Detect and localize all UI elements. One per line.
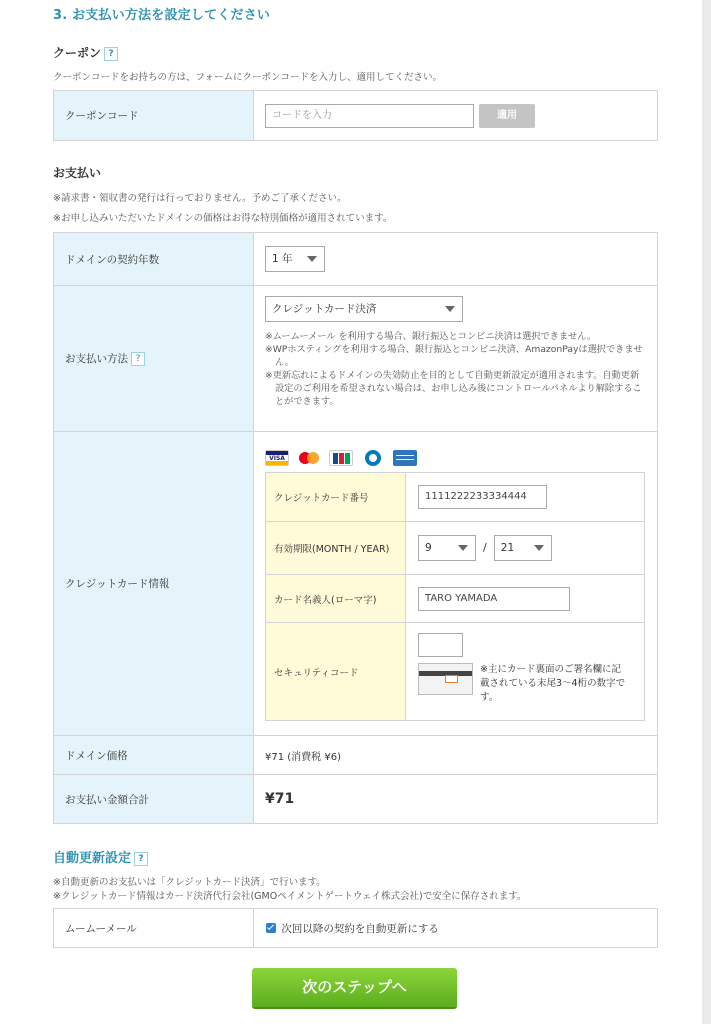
expiry-separator: / <box>483 540 487 554</box>
help-icon[interactable]: ? <box>134 852 148 866</box>
card-back-icon <box>418 663 473 695</box>
help-icon[interactable]: ? <box>104 47 118 61</box>
expiry-label: 有効期限(MONTH / YEAR) <box>266 522 406 575</box>
payment-note-1: ※請求書・領収書の発行は行っておりません。予めご了承ください。 <box>53 193 347 204</box>
payment-method-note: ※WPホスティングを利用する場合、銀行振込とコンビニ決済、AmazonPayは選択できません。 <box>265 344 643 368</box>
auto-renew-note-1: ※自動更新のお支払いは「クレジットカード決済」で行います。 <box>53 877 326 888</box>
card-holder-input[interactable]: TARO YAMADA <box>418 587 570 611</box>
contract-years-select[interactable] <box>265 246 325 272</box>
expiry-year-value: 21 <box>500 542 515 554</box>
payment-method-value: クレジットカード決済 <box>272 303 377 315</box>
payment-method-note: ※更新忘れによるドメインの失効防止を目的として自動更新設定が適用されます。自動更新設定のご利用を希望されない場合は、お申し込み後にコントロールパネルより解除することができます。 <box>265 370 642 407</box>
payment-note-2: ※お申し込みいただいたドメインの価格はお得な特別価格が適用されています。 <box>53 213 393 224</box>
mastercard-icon <box>297 450 321 466</box>
chevron-down-icon <box>458 545 468 551</box>
expiry-month-value: 9 <box>425 542 432 554</box>
apply-coupon-button[interactable]: 適用 <box>479 104 535 128</box>
total-label: お支払い金額合計 <box>54 775 254 824</box>
coupon-table <box>53 90 658 141</box>
auto-renew-checkbox[interactable] <box>266 923 276 933</box>
chevron-down-icon <box>445 306 455 312</box>
payment-method-select[interactable] <box>265 296 463 322</box>
auto-renew-note-2: ※クレジットカード情報はカード決済代行会社(GMOペイメントゲートウェイ株式会社)で安全に保存されます。 <box>53 891 527 902</box>
auto-renew-service-label: ムームーメール <box>54 909 254 948</box>
coupon-code-label: クーポンコード <box>54 91 254 141</box>
auto-renew-heading <box>53 847 148 866</box>
card-info-label: クレジットカード情報 <box>54 432 254 736</box>
expiry-month-select[interactable] <box>418 535 476 561</box>
card-holder-label: カード名義人(ローマ字) <box>266 575 406 623</box>
next-step-button[interactable]: 次のステップへ <box>252 968 457 1007</box>
payment-method-label-text: お支払い方法 <box>65 353 128 365</box>
payment-heading: お支払い <box>53 166 102 180</box>
domain-price-value: ¥71 (消費税 ¥6) <box>254 736 658 775</box>
expiry-year-select[interactable] <box>494 535 552 561</box>
security-code-note: ※主にカード裏面のご署名欄に記載されている末尾3～4桁の数字です。 <box>480 664 626 703</box>
card-details-table <box>265 472 645 721</box>
coupon-heading-text: クーポン <box>53 46 102 60</box>
card-number-input[interactable]: 1111222233334444 <box>418 485 547 509</box>
chevron-down-icon <box>534 545 544 551</box>
auto-renew-table <box>53 908 658 948</box>
payment-method-label <box>54 286 254 432</box>
visa-icon <box>265 450 289 466</box>
diners-club-icon <box>361 450 385 466</box>
card-brand-logos <box>265 450 657 466</box>
security-code-label: セキュリティコード <box>266 623 406 721</box>
coupon-code-input[interactable]: コードを入力 <box>265 104 474 128</box>
step-title: 3. お支払い方法を設定してください <box>53 8 271 23</box>
payment-table <box>53 232 658 824</box>
auto-renew-checkbox-label[interactable]: 次回以降の契約を自動更新にする <box>281 922 439 935</box>
auto-renew-heading-text: 自動更新設定 <box>53 851 132 866</box>
jcb-icon <box>329 450 353 466</box>
help-icon[interactable]: ? <box>131 352 145 366</box>
card-number-label: クレジットカード番号 <box>266 473 406 522</box>
chevron-down-icon <box>307 256 317 262</box>
security-code-input[interactable] <box>418 633 463 657</box>
scrollbar-track[interactable] <box>702 0 711 1024</box>
coupon-heading <box>53 44 118 61</box>
coupon-note: クーポンコードをお持ちの方は、フォームにクーポンコードを入力し、適用してください。 <box>53 72 443 83</box>
payment-method-notes <box>265 330 657 408</box>
contract-years-value: 1 年 <box>272 253 293 265</box>
total-value: ¥71 <box>254 775 658 824</box>
domain-price-label: ドメイン価格 <box>54 736 254 775</box>
contract-years-label: ドメインの契約年数 <box>54 233 254 286</box>
visa-logo-text: VISA <box>269 455 285 462</box>
payment-method-note: ※ムームーメール を利用する場合、銀行振込とコンビニ決済は選択できません。 <box>265 331 597 342</box>
amex-icon <box>393 450 417 466</box>
